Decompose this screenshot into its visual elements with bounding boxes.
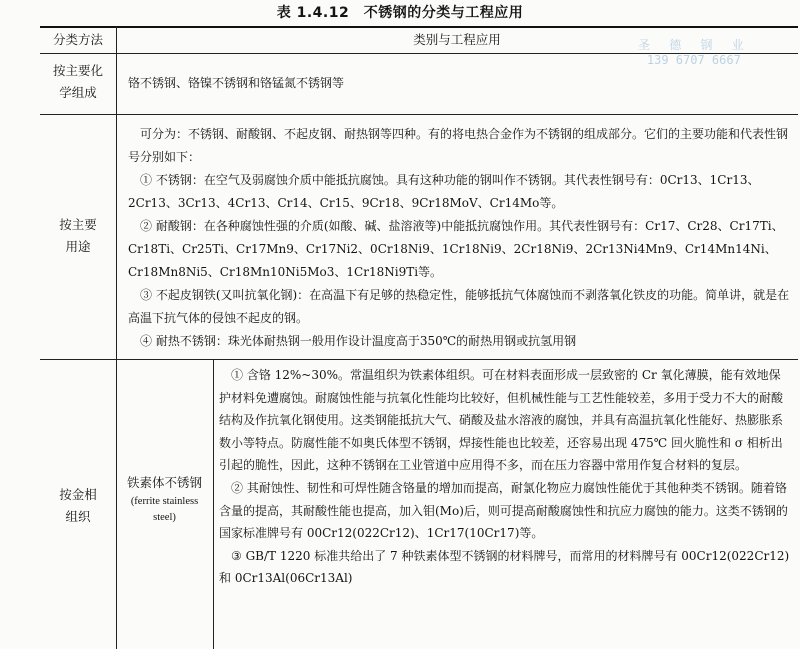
- category-structure: 按金相组织: [59, 487, 97, 524]
- usage-item-stainless: ① 不锈钢：在空气及弱腐蚀介质中能抵抗腐蚀。具有这种功能的钢叫作不锈钢。其代表性钢号有：0Cr13、1Cr13、2Cr13、3Cr13、4Cr13、Cr14、Cr15、9Cr18、9Cr18MoV、Cr14Mo等。: [128, 173, 760, 210]
- subcategory-name-en: (ferrite stainless steel): [130, 496, 199, 523]
- row-divider-1: [40, 114, 798, 115]
- usage-item-non-scaling: ③ 不起皮钢铁(又叫抗氧化钢)：在高温下有足够的热稳定性，能够抵抗气体腐蚀而不剥落氧化铁皮的功能。简单讲，就是在高温下抗气体的侵蚀不起皮的钢。: [128, 288, 790, 325]
- subcategory-name-cn: 铁素体不锈钢: [126, 475, 202, 490]
- category-usage: 按主要用途: [59, 217, 97, 254]
- usage-item-acid-resistant: ② 耐酸钢：在各种腐蚀性强的介质(如酸、碱、盐溶液等)中能抵抗腐蚀作用。其代表性钢号有：Cr17、Cr28、Cr17Ti、Cr18Ti、Cr25Ti、Cr17Mn9、Cr17Ni2、0Cr18Ni9、1Cr18Ni9、2Cr18Ni9、2Cr13Ni4Mn9、Cr14Mn14Ni、Cr18Mn8Ni5、Cr18Mn10Ni5Mo3、1Cr18Ni9Ti等。: [128, 219, 784, 279]
- subcategory-ferritic: [116, 472, 213, 526]
- header-classification-method: 分类方法: [52, 32, 103, 47]
- ferritic-item-3: ③ GB/T 1220 标准共给出了 7 种铁素体型不锈钢的材料牌号，而常用的材料牌号有 00Cr12(022Cr12) 和 0Cr13Al(06Cr13Al): [219, 548, 790, 586]
- column-divider: [116, 26, 117, 649]
- structure-content: [219, 364, 791, 590]
- ferritic-item-2: ② 其耐蚀性、韧性和可焊性随含铬量的增加而提高，耐氯化物应力腐蚀性能优于其他种类不锈钢。随着铬含量的提高，其耐酸性能也提高，加入钼(Mo)后，则可提高耐酸腐蚀性和抗应力腐蚀的能力。这类不锈钢的国家标准牌号有 00Cr12(022Cr12)、1Cr17(10Cr17)等。: [219, 480, 788, 541]
- usage-intro: 可分为：不锈钢、耐酸钢、不起皮钢、耐热钢等四种。有的将电热合金作为不锈钢的组成部分。它们的主要功能和代表性钢号分别如下：: [128, 127, 789, 164]
- header-bottom-rule: [40, 53, 798, 54]
- classification-table: [40, 26, 798, 649]
- usage-item-heat-resistant: ④ 耐热不锈钢：珠光体耐热钢一般用作设计温度高于350℃的耐热用钢或抗氢用钢: [140, 334, 577, 348]
- table-title: 表 1.4.12 不锈钢的分类与工程应用: [276, 5, 524, 21]
- watermark-company: 圣 德 钢 业: [638, 38, 750, 52]
- ferritic-item-1: ① 含铬 12%~30%。常温组织为铁素体组织。可在材料表面形成一层致密的 Cr 氧化薄膜，能有效地保护材料免遭腐蚀。耐腐蚀性能与抗氧化性能均比较好，但机械性能与工艺性能较差，多用于受力不大的耐酸结构及作抗氧化钢使用。这类钢能抵抗大气、硝酸及盐水溶液的腐蚀，并具有高温抗氧化性能好、热膨胀系数小等特点。防腐性能不如奥氏体型不锈钢，焊接性能也比较差，还容易出现 475℃ 回火脆性和 σ 相析出引起的脆性，因此，这种不锈钢在工业管道中应用得不多，而在压力容器中常用作复合材料的复层。: [219, 368, 784, 473]
- header-category-application: 类别与工程应用: [413, 32, 501, 47]
- chemical-content: 铬不锈钢、铬镍不锈钢和铬锰氮不锈钢等: [128, 76, 345, 90]
- subcolumn-divider: [213, 359, 214, 649]
- category-chemical: 按主要化学组成: [52, 63, 103, 100]
- table-top-rule: [40, 26, 798, 28]
- usage-content: [128, 123, 792, 353]
- watermark-phone: 139 6707 6667: [646, 53, 741, 67]
- row-divider-2: [40, 359, 798, 360]
